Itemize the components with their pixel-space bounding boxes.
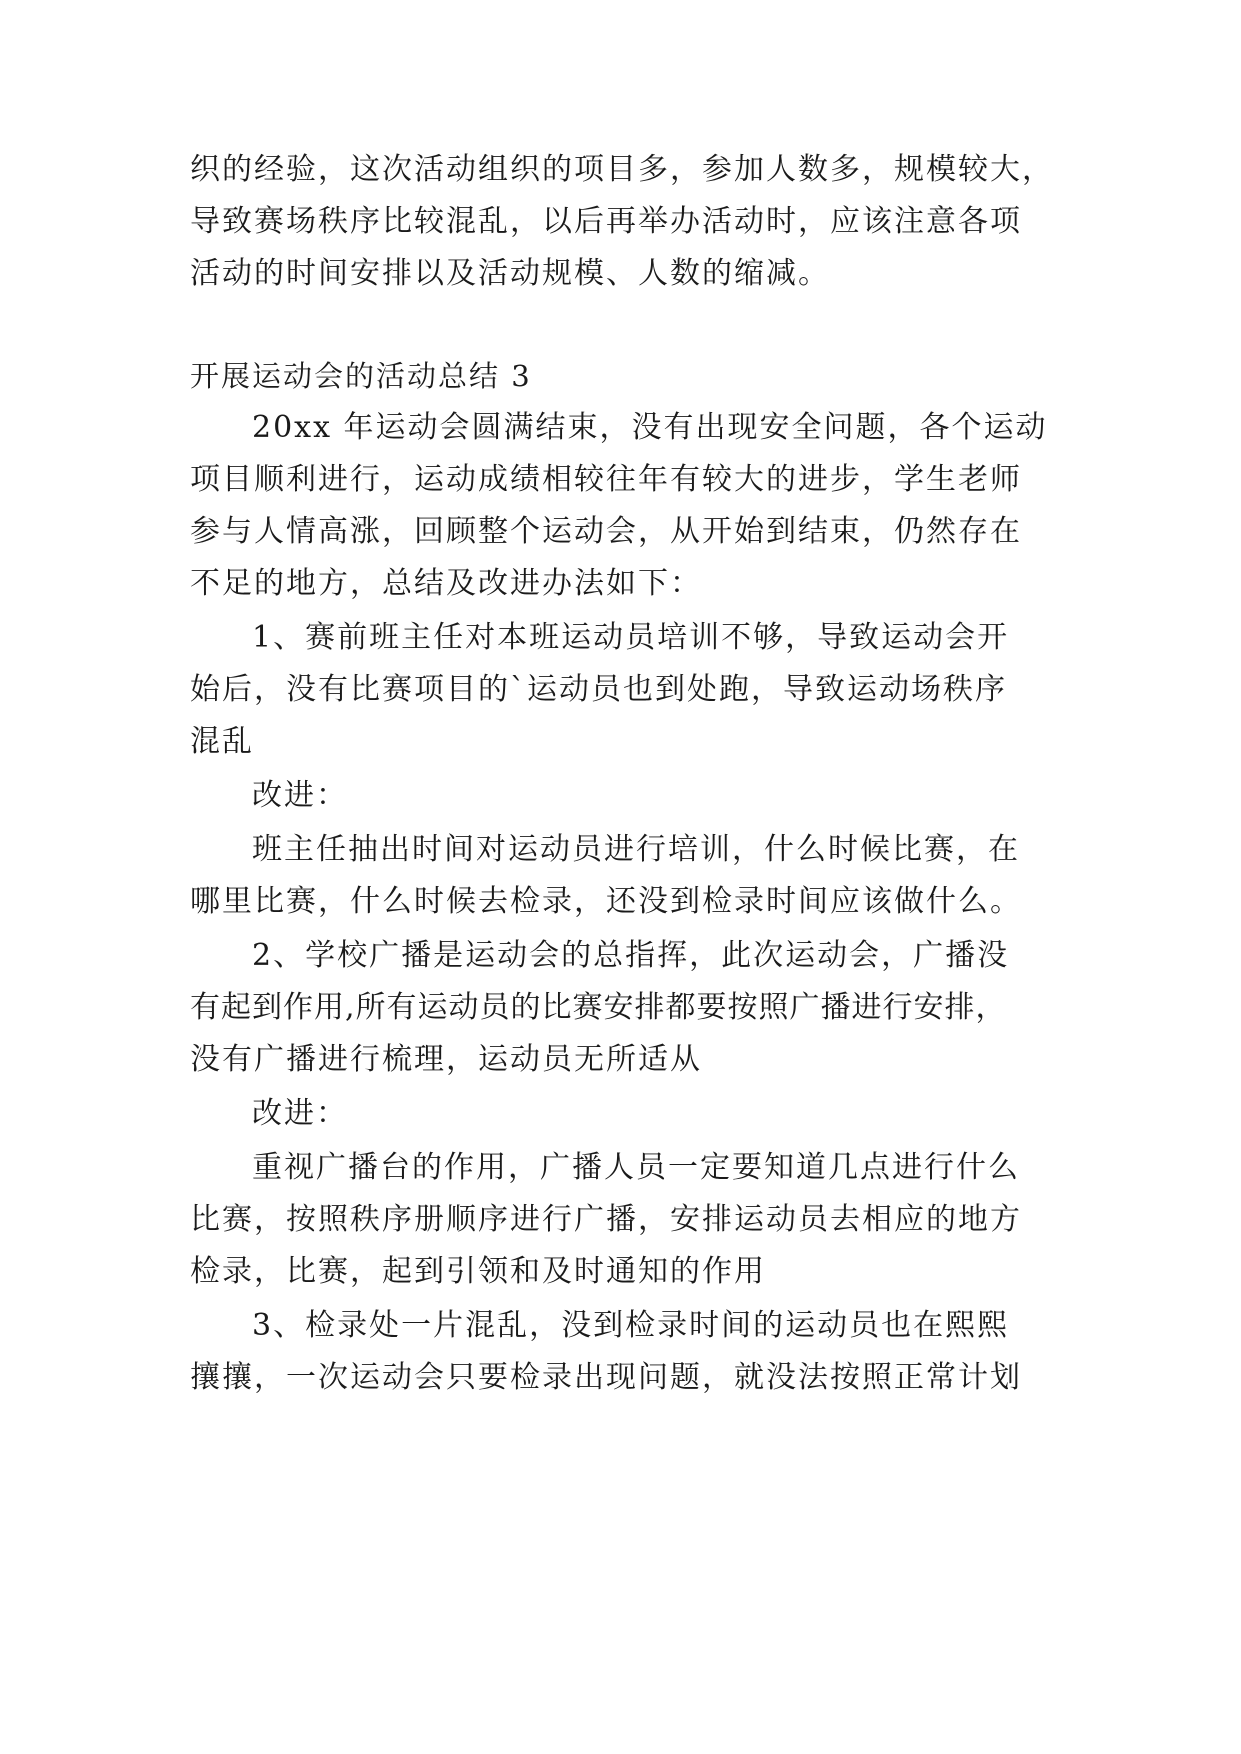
paragraph-line: 比赛，按照秩序册顺序进行广播，安排运动员去相应的地方 <box>190 1202 1022 1237</box>
paragraph-line: 1、赛前班主任对本班运动员培训不够，导致运动会开 <box>252 620 1010 655</box>
paragraph-line: 重视广播台的作用，广播人员一定要知道几点进行什么 <box>252 1150 1020 1185</box>
paragraph-line: 3、检录处一片混乱，没到检录时间的运动员也在熙熙 <box>252 1308 1010 1343</box>
paragraph-line: 2、学校广播是运动会的总指挥，此次运动会，广播没 <box>252 938 1010 973</box>
paragraph-line: 参与人情高涨，回顾整个运动会，从开始到结束，仍然存在 <box>190 514 1022 549</box>
paragraph-line: 混乱 <box>190 724 254 759</box>
paragraph-line: 项目顺利进行，运动成绩相较往年有较大的进步，学生老师 <box>190 462 1022 497</box>
paragraph-line: 织的经验，这次活动组织的项目多，参加人数多，规模较大， <box>190 152 1054 187</box>
paragraph-line: 始后，没有比赛项目的`运动员也到处跑，导致运动场秩序 <box>190 672 1007 707</box>
paragraph-line: 活动的时间安排以及活动规模、人数的缩减。 <box>190 256 830 291</box>
paragraph-line: 20xx 年运动会圆满结束，没有出现安全问题，各个运动 <box>252 410 1048 445</box>
paragraph-line: 有起到作用,所有运动员的比赛安排都要按照广播进行安排， <box>190 990 1007 1025</box>
paragraph-line: 哪里比赛，什么时候去检录，还没到检录时间应该做什么。 <box>190 884 1022 919</box>
paragraph-line: 没有广播进行梳理，运动员无所适从 <box>190 1042 702 1077</box>
paragraph-line: 检录，比赛，起到引领和及时通知的作用 <box>190 1254 766 1289</box>
paragraph-line: 改进： <box>252 1096 348 1131</box>
paragraph-line: 攘攘，一次运动会只要检录出现问题，就没法按照正常计划 <box>190 1360 1022 1395</box>
paragraph-line: 导致赛场秩序比较混乱，以后再举办活动时，应该注意各项 <box>190 204 1022 239</box>
section-heading: 开展运动会的活动总结 3 <box>190 359 532 393</box>
paragraph-line: 不足的地方，总结及改进办法如下： <box>190 566 702 601</box>
paragraph-line: 班主任抽出时间对运动员进行培训，什么时候比赛，在 <box>252 832 1020 867</box>
paragraph-line: 改进： <box>252 778 348 813</box>
